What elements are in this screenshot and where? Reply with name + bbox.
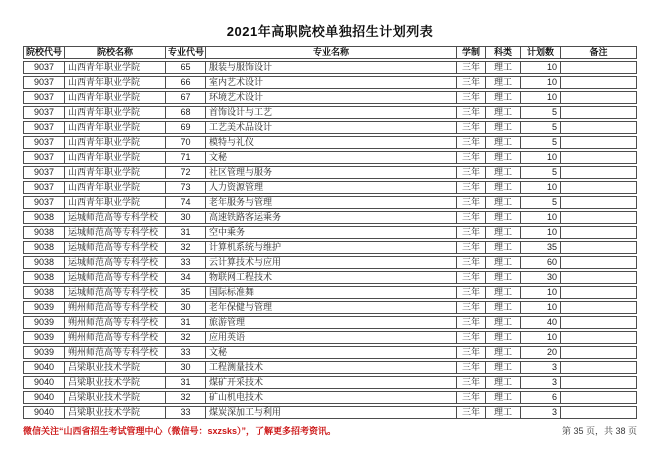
- cell-remarks: [561, 346, 637, 359]
- cell-duration: 三年: [457, 286, 486, 299]
- table-row: [23, 136, 637, 149]
- cell-remarks: [561, 226, 637, 239]
- cell-remarks: [561, 106, 637, 119]
- cell-remarks: [561, 406, 637, 419]
- cell-major-code: 74: [166, 196, 206, 209]
- cell-duration: 三年: [457, 391, 486, 404]
- table-row: [23, 106, 637, 119]
- cell-college-name: 山西青年职业学院: [65, 196, 166, 209]
- cell-category: 理工: [486, 211, 521, 224]
- cell-major-name: 应用英语: [206, 331, 457, 344]
- cell-major-name: 煤炭深加工与利用: [206, 406, 457, 419]
- cell-college-name: 山西青年职业学院: [65, 151, 166, 164]
- table-row: [23, 406, 637, 419]
- cell-college-code: 9038: [23, 211, 65, 224]
- cell-major-name: 老年保健与管理: [206, 301, 457, 314]
- cell-duration: 三年: [457, 376, 486, 389]
- cell-college-name: 山西青年职业学院: [65, 61, 166, 74]
- cell-category: 理工: [486, 76, 521, 89]
- cell-major-name: 人力资源管理: [206, 181, 457, 194]
- cell-remarks: [561, 181, 637, 194]
- cell-major-code: 65: [166, 61, 206, 74]
- cell-college-name: 吕梁职业技术学院: [65, 406, 166, 419]
- cell-remarks: [561, 196, 637, 209]
- cell-plan-count: 5: [521, 106, 561, 119]
- cell-major-code: 70: [166, 136, 206, 149]
- header-row: [23, 46, 637, 59]
- table-row: [23, 376, 637, 389]
- cell-major-code: 68: [166, 106, 206, 119]
- cell-remarks: [561, 391, 637, 404]
- cell-duration: 三年: [457, 316, 486, 329]
- cell-major-code: 71: [166, 151, 206, 164]
- cell-category: 理工: [486, 406, 521, 419]
- cell-plan-count: 3: [521, 406, 561, 419]
- cell-remarks: [561, 91, 637, 104]
- cell-category: 理工: [486, 151, 521, 164]
- cell-college-code: 9039: [23, 301, 65, 314]
- col-header-plan-count: 计划数: [521, 46, 561, 59]
- table-row: [23, 211, 637, 224]
- table-row: [23, 121, 637, 134]
- cell-major-name: 云计算技术与应用: [206, 256, 457, 269]
- cell-college-name: 朔州师范高等专科学校: [65, 331, 166, 344]
- cell-college-name: 运城师范高等专科学校: [65, 256, 166, 269]
- cell-major-name: 室内艺术设计: [206, 76, 457, 89]
- cell-plan-count: 30: [521, 271, 561, 284]
- cell-duration: 三年: [457, 61, 486, 74]
- cell-major-name: 老年服务与管理: [206, 196, 457, 209]
- cell-college-name: 运城师范高等专科学校: [65, 211, 166, 224]
- table-row: [23, 301, 637, 314]
- cell-plan-count: 10: [521, 226, 561, 239]
- cell-major-name: 煤矿开采技术: [206, 376, 457, 389]
- cell-college-code: 9039: [23, 316, 65, 329]
- cell-remarks: [561, 301, 637, 314]
- cell-remarks: [561, 61, 637, 74]
- cell-major-code: 30: [166, 361, 206, 374]
- cell-college-name: 朔州师范高等专科学校: [65, 346, 166, 359]
- cell-college-name: 吕梁职业技术学院: [65, 391, 166, 404]
- cell-duration: 三年: [457, 331, 486, 344]
- cell-plan-count: 10: [521, 211, 561, 224]
- cell-plan-count: 3: [521, 361, 561, 374]
- cell-category: 理工: [486, 346, 521, 359]
- cell-college-code: 9038: [23, 256, 65, 269]
- cell-major-name: 高速铁路客运乘务: [206, 211, 457, 224]
- cell-plan-count: 6: [521, 391, 561, 404]
- table-row: [23, 151, 637, 164]
- cell-college-code: 9039: [23, 331, 65, 344]
- cell-plan-count: 5: [521, 136, 561, 149]
- cell-duration: 三年: [457, 166, 486, 179]
- cell-major-code: 32: [166, 241, 206, 254]
- cell-major-name: 工艺美术品设计: [206, 121, 457, 134]
- col-header-college-name: 院校名称: [65, 46, 166, 59]
- cell-major-name: 空中乘务: [206, 226, 457, 239]
- cell-duration: 三年: [457, 106, 486, 119]
- cell-major-code: 72: [166, 166, 206, 179]
- cell-major-name: 矿山机电技术: [206, 391, 457, 404]
- col-header-duration: 学制: [457, 46, 486, 59]
- cell-category: 理工: [486, 196, 521, 209]
- cell-college-name: 吕梁职业技术学院: [65, 376, 166, 389]
- cell-college-name: 山西青年职业学院: [65, 136, 166, 149]
- cell-major-code: 33: [166, 256, 206, 269]
- cell-category: 理工: [486, 121, 521, 134]
- cell-duration: 三年: [457, 271, 486, 284]
- page-title: 2021年高职院校单独招生计划列表: [226, 24, 434, 39]
- cell-college-code: 9040: [23, 376, 65, 389]
- cell-duration: 三年: [457, 406, 486, 419]
- cell-major-name: 物联网工程技术: [206, 271, 457, 284]
- cell-major-code: 69: [166, 121, 206, 134]
- cell-college-name: 山西青年职业学院: [65, 166, 166, 179]
- table-row: [23, 226, 637, 239]
- cell-duration: 三年: [457, 121, 486, 134]
- cell-remarks: [561, 376, 637, 389]
- cell-category: 理工: [486, 226, 521, 239]
- cell-plan-count: 10: [521, 61, 561, 74]
- cell-college-code: 9037: [23, 76, 65, 89]
- cell-college-name: 朔州师范高等专科学校: [65, 301, 166, 314]
- cell-college-code: 9037: [23, 91, 65, 104]
- page-footer: [23, 426, 637, 437]
- cell-remarks: [561, 331, 637, 344]
- cell-plan-count: 10: [521, 331, 561, 344]
- cell-category: 理工: [486, 256, 521, 269]
- cell-college-name: 运城师范高等专科学校: [65, 241, 166, 254]
- cell-category: 理工: [486, 391, 521, 404]
- cell-category: 理工: [486, 286, 521, 299]
- cell-plan-count: 5: [521, 166, 561, 179]
- cell-duration: 三年: [457, 151, 486, 164]
- footer-page-number: 第 35 页，共 38 页: [561, 426, 637, 436]
- cell-major-name: 旅游管理: [206, 316, 457, 329]
- cell-college-code: 9037: [23, 181, 65, 194]
- cell-remarks: [561, 121, 637, 134]
- col-header-category: 科类: [486, 46, 521, 59]
- cell-major-code: 31: [166, 376, 206, 389]
- table-row: [23, 331, 637, 344]
- cell-major-name: 首饰设计与工艺: [206, 106, 457, 119]
- cell-plan-count: 60: [521, 256, 561, 269]
- col-header-major-code: 专业代号: [168, 47, 205, 57]
- cell-duration: 三年: [457, 196, 486, 209]
- cell-duration: 三年: [457, 301, 486, 314]
- cell-major-code: 33: [166, 406, 206, 419]
- table-row: [23, 271, 637, 284]
- cell-college-code: 9040: [23, 406, 65, 419]
- cell-major-name: 环境艺术设计: [206, 91, 457, 104]
- cell-remarks: [561, 256, 637, 269]
- cell-plan-count: 10: [521, 301, 561, 314]
- cell-major-code: 32: [166, 391, 206, 404]
- cell-duration: 三年: [457, 361, 486, 374]
- cell-college-code: 9038: [23, 241, 65, 254]
- cell-college-code: 9038: [23, 226, 65, 239]
- cell-major-name: 文秘: [206, 151, 457, 164]
- cell-major-name: 模特与礼仪: [206, 136, 457, 149]
- table-row: [23, 346, 637, 359]
- cell-college-name: 山西青年职业学院: [65, 91, 166, 104]
- cell-category: 理工: [486, 61, 521, 74]
- cell-duration: 三年: [457, 136, 486, 149]
- cell-major-code: 30: [166, 211, 206, 224]
- col-header-college-code: 院校代号: [23, 46, 65, 59]
- cell-college-code: 9040: [23, 391, 65, 404]
- cell-category: 理工: [486, 106, 521, 119]
- cell-major-code: 32: [166, 331, 206, 344]
- cell-duration: 三年: [457, 241, 486, 254]
- cell-category: 理工: [486, 271, 521, 284]
- cell-category: 理工: [486, 376, 521, 389]
- cell-college-code: 9037: [23, 151, 65, 164]
- cell-college-code: 9038: [23, 271, 65, 284]
- cell-remarks: [561, 316, 637, 329]
- cell-major-name: 国际标准舞: [206, 286, 457, 299]
- table-row: [23, 166, 637, 179]
- cell-college-code: 9040: [23, 361, 65, 374]
- cell-major-name: 文秘: [206, 346, 457, 359]
- table-row: [23, 391, 637, 404]
- cell-college-name: 运城师范高等专科学校: [65, 226, 166, 239]
- cell-remarks: [561, 271, 637, 284]
- footer-wechat-note: 微信关注“山西省招生考试管理中心（微信号：sxzsks）”，了解更多招考资讯。: [23, 426, 337, 436]
- cell-college-code: 9038: [23, 286, 65, 299]
- table-row: [23, 91, 637, 104]
- cell-major-name: 计算机系统与维护: [206, 241, 457, 254]
- cell-category: 理工: [486, 301, 521, 314]
- cell-plan-count: 35: [521, 241, 561, 254]
- cell-plan-count: 10: [521, 76, 561, 89]
- cell-college-code: 9037: [23, 121, 65, 134]
- cell-major-code: 31: [166, 226, 206, 239]
- cell-plan-count: 10: [521, 91, 561, 104]
- cell-category: 理工: [486, 166, 521, 179]
- table-row: [23, 181, 637, 194]
- cell-plan-count: 10: [521, 286, 561, 299]
- cell-major-code: 67: [166, 91, 206, 104]
- cell-major-code: 33: [166, 346, 206, 359]
- cell-category: 理工: [486, 136, 521, 149]
- cell-plan-count: 3: [521, 376, 561, 389]
- cell-category: 理工: [486, 361, 521, 374]
- cell-remarks: [561, 211, 637, 224]
- cell-college-code: 9039: [23, 346, 65, 359]
- cell-category: 理工: [486, 331, 521, 344]
- cell-remarks: [561, 76, 637, 89]
- cell-college-name: 山西青年职业学院: [65, 181, 166, 194]
- cell-plan-count: 40: [521, 316, 561, 329]
- cell-plan-count: 10: [521, 181, 561, 194]
- table-row: [23, 61, 637, 74]
- cell-duration: 三年: [457, 211, 486, 224]
- enrollment-plan-table: [23, 44, 637, 421]
- cell-category: 理工: [486, 181, 521, 194]
- cell-college-name: 运城师范高等专科学校: [65, 286, 166, 299]
- table-row: [23, 241, 637, 254]
- cell-major-name: 服装与服饰设计: [206, 61, 457, 74]
- cell-plan-count: 5: [521, 121, 561, 134]
- table-row: [23, 256, 637, 269]
- col-header-remarks: 备注: [561, 46, 637, 59]
- cell-major-code: 34: [166, 271, 206, 284]
- table-row: [23, 196, 637, 209]
- col-header-major-name: 专业名称: [206, 46, 457, 59]
- cell-duration: 三年: [457, 226, 486, 239]
- cell-college-name: 山西青年职业学院: [65, 121, 166, 134]
- cell-remarks: [561, 166, 637, 179]
- table-row: [23, 286, 637, 299]
- cell-college-name: 运城师范高等专科学校: [65, 271, 166, 284]
- plan-table-body: [23, 61, 637, 419]
- cell-college-code: 9037: [23, 196, 65, 209]
- cell-remarks: [561, 151, 637, 164]
- cell-duration: 三年: [457, 76, 486, 89]
- cell-plan-count: 20: [521, 346, 561, 359]
- cell-college-name: 吕梁职业技术学院: [65, 361, 166, 374]
- cell-category: 理工: [486, 241, 521, 254]
- cell-major-code: 31: [166, 316, 206, 329]
- cell-major-code: 73: [166, 181, 206, 194]
- cell-remarks: [561, 286, 637, 299]
- cell-college-name: 山西青年职业学院: [65, 106, 166, 119]
- cell-remarks: [561, 136, 637, 149]
- cell-college-code: 9037: [23, 61, 65, 74]
- cell-college-code: 9037: [23, 166, 65, 179]
- cell-plan-count: 10: [521, 151, 561, 164]
- table-row: [23, 361, 637, 374]
- cell-duration: 三年: [457, 256, 486, 269]
- cell-remarks: [561, 241, 637, 254]
- cell-major-code: 30: [166, 301, 206, 314]
- cell-duration: 三年: [457, 181, 486, 194]
- cell-college-code: 9037: [23, 136, 65, 149]
- table-row: [23, 316, 637, 329]
- cell-major-code: 66: [166, 76, 206, 89]
- cell-college-code: 9037: [23, 106, 65, 119]
- table-header: [23, 46, 637, 59]
- cell-major-code: 35: [166, 286, 206, 299]
- cell-category: 理工: [486, 316, 521, 329]
- cell-remarks: [561, 361, 637, 374]
- cell-major-name: 工程测量技术: [206, 361, 457, 374]
- cell-college-name: 山西青年职业学院: [65, 76, 166, 89]
- cell-major-name: 社区管理与服务: [206, 166, 457, 179]
- table-row: [23, 76, 637, 89]
- cell-college-name: 朔州师范高等专科学校: [65, 316, 166, 329]
- cell-duration: 三年: [457, 346, 486, 359]
- cell-category: 理工: [486, 91, 521, 104]
- cell-duration: 三年: [457, 91, 486, 104]
- cell-plan-count: 5: [521, 196, 561, 209]
